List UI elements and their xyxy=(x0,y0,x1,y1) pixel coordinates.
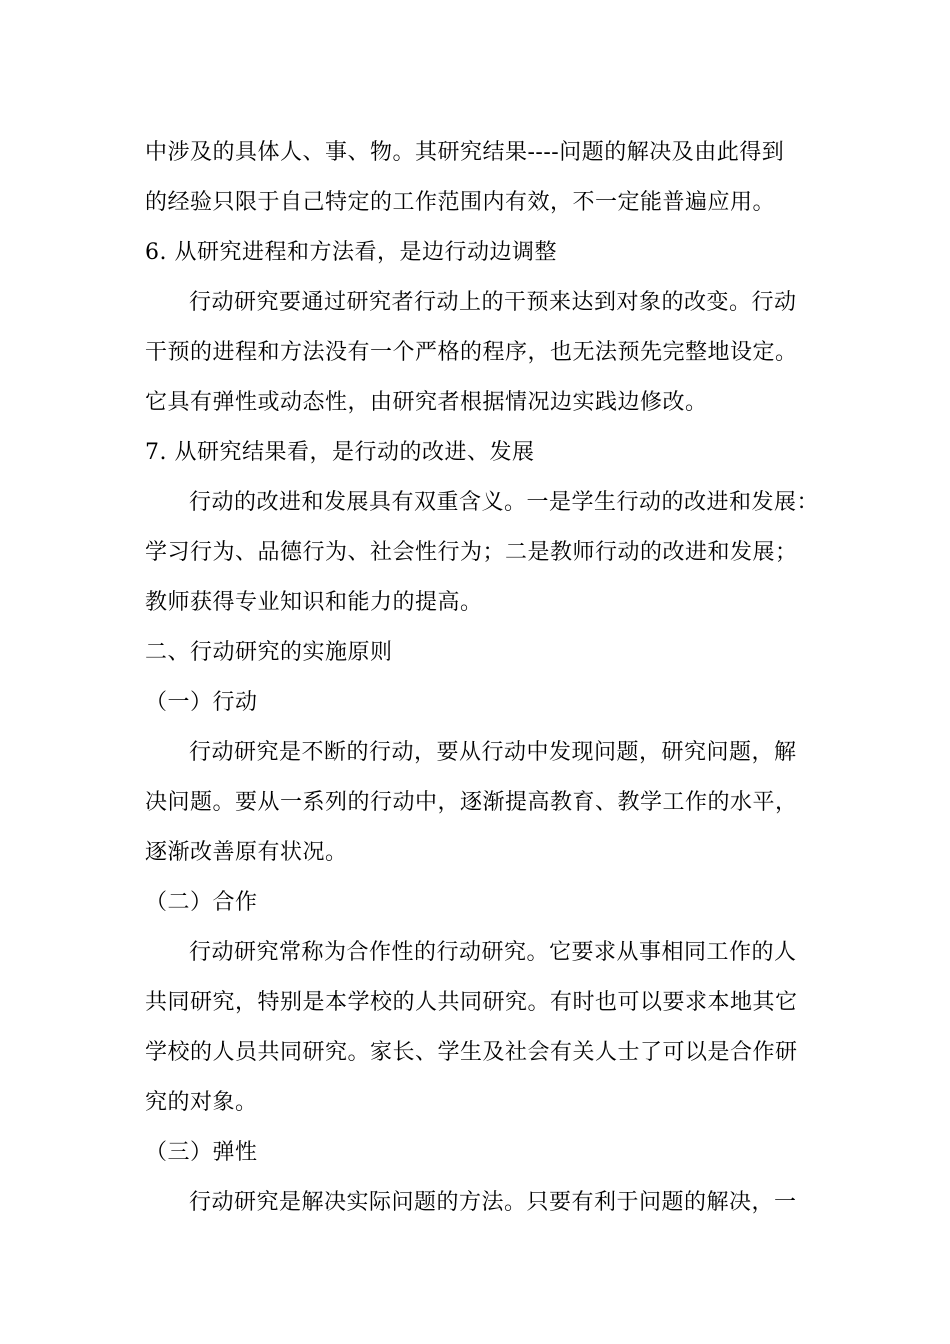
chapter-heading: 二、行动研究的实施原则 xyxy=(145,640,393,665)
paragraph-line: 的经验只限于自己特定的工作范围内有效，不一定能普遍应用。 xyxy=(145,190,776,215)
paragraph-line: 决问题。要从一系列的行动中，逐渐提高教育、教学工作的水平， xyxy=(145,790,798,815)
paragraph-line: 它具有弹性或动态性，由研究者根据情况边实践边修改。 xyxy=(145,390,708,415)
subsection-heading: （二）合作 xyxy=(145,890,258,915)
paragraph-line: 共同研究，特别是本学校的人共同研究。有时也可以要求本地其它 xyxy=(145,990,798,1015)
paragraph-line: 行动研究是不断的行动，要从行动中发现问题，研究问题，解 xyxy=(189,740,797,765)
paragraph-line: 行动研究常称为合作性的行动研究。它要求从事相同工作的人 xyxy=(189,940,797,965)
paragraph-line: 究的对象。 xyxy=(145,1090,258,1115)
subsection-heading: （一）行动 xyxy=(145,690,258,715)
body-text xyxy=(145,133,825,1233)
section-heading: 6. 从研究进程和方法看，是边行动边调整 xyxy=(145,240,557,265)
paragraph-line: 学习行为、品德行为、社会性行为；二是教师行动的改进和发展； xyxy=(145,540,798,565)
paragraph-line: 教师获得专业知识和能力的提高。 xyxy=(145,590,483,615)
subsection-heading: （三）弹性 xyxy=(145,1140,258,1165)
paragraph-line: 学校的人员共同研究。家长、学生及社会有关人士了可以是合作研 xyxy=(145,1040,798,1065)
paragraph-line: 行动研究是解决实际问题的方法。只要有利于问题的解决，一 xyxy=(189,1190,797,1215)
paragraph-line: 中涉及的具体人、事、物。其研究结果----问题的解决及由此得到 xyxy=(145,140,785,165)
section-heading: 7. 从研究结果看，是行动的改进、发展 xyxy=(145,440,535,465)
paragraph-line: 逐渐改善原有状况。 xyxy=(145,840,348,865)
paragraph-line: 干预的进程和方法没有一个严格的程序，也无法预先完整地设定。 xyxy=(145,340,798,365)
paragraph-line: 行动的改进和发展具有双重含义。一是学生行动的改进和发展： xyxy=(189,490,820,515)
paragraph-line: 行动研究要通过研究者行动上的干预来达到对象的改变。行动 xyxy=(189,290,797,315)
